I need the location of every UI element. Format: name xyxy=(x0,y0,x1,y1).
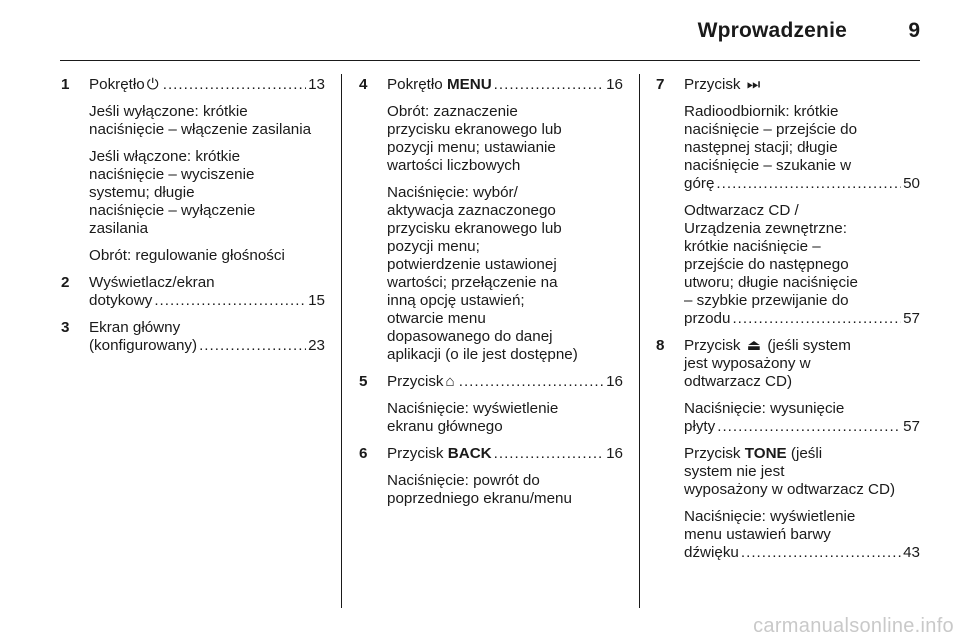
text-line: Naciśnięcie: wyświetlenie xyxy=(387,400,559,417)
text-line: naciśnięcie – wyłączenie xyxy=(89,202,256,219)
entry-number: 1 xyxy=(61,76,70,93)
page-ref: 16 xyxy=(606,76,623,93)
entry-5 xyxy=(359,373,623,436)
text-line: wartości liczbowych xyxy=(387,157,521,174)
entry-number: 2 xyxy=(61,274,70,291)
dot-leader xyxy=(732,310,901,328)
text-line: Naciśnięcie: wyświetlenie xyxy=(684,508,856,525)
dot-leader xyxy=(494,76,604,94)
text-line: następnej stacji; długie xyxy=(684,139,838,156)
entry-title: Pokrętło xyxy=(89,76,145,93)
text-line: naciśnięcie – szukanie w xyxy=(684,157,852,174)
entry-title: Wyświetlacz/ekran xyxy=(89,274,215,291)
menu-key-label: MENU xyxy=(446,76,492,93)
text-line: przycisku ekranowego lub xyxy=(387,121,562,138)
text-line: ekranu głównego xyxy=(387,418,503,435)
page-ref: 16 xyxy=(606,445,623,462)
text-line: przycisku ekranowego lub xyxy=(387,220,562,237)
text-line: naciśnięcie – włączenie zasilania xyxy=(89,121,312,138)
entry-title: Przycisk xyxy=(684,76,741,93)
home-icon: ⌂ xyxy=(445,373,455,390)
text-line: odtwarzacz CD) xyxy=(684,373,793,390)
text-line: Naciśnięcie: wybór/ xyxy=(387,184,518,201)
entry-4 xyxy=(359,76,623,364)
skip-forward-icon: ⏭ xyxy=(746,76,761,93)
page-number: 9 xyxy=(908,19,920,42)
header-rule xyxy=(60,60,920,61)
text-line: naciśnięcie – wyciszenie xyxy=(89,166,255,183)
text-line: systemu; długie xyxy=(89,184,195,201)
column-1 xyxy=(61,76,325,355)
entry-title: (jeśli system xyxy=(767,337,851,354)
text-line: dźwięku xyxy=(684,544,739,561)
entry-number: 3 xyxy=(61,319,70,336)
text-line: krótkie naciśnięcie – xyxy=(684,238,821,255)
text-line: system nie jest xyxy=(684,463,785,480)
text-line: pozycji menu; xyxy=(387,238,480,255)
text-line: pozycji menu; ustawianie xyxy=(387,139,556,156)
column-divider-2 xyxy=(639,74,640,608)
page-ref: 15 xyxy=(308,292,325,309)
text-line: płyty xyxy=(684,418,716,435)
entry-number: 5 xyxy=(359,373,368,390)
entry-number: 8 xyxy=(656,337,665,354)
text-line: przodu xyxy=(684,310,731,327)
entry-title: (konfigurowany) xyxy=(89,337,198,354)
dot-leader xyxy=(459,373,604,391)
entry-title: dotykowy xyxy=(89,292,153,309)
text-line: Obrót: regulowanie głośności xyxy=(89,247,285,264)
page-ref: 57 xyxy=(903,310,920,327)
entry-title: Pokrętło xyxy=(387,76,443,93)
entry-title: Przycisk xyxy=(387,445,444,462)
tone-key-label: TONE xyxy=(744,445,787,462)
text-line: otwarcie menu xyxy=(387,310,486,327)
entry-8 xyxy=(656,337,920,562)
text-line: wyposażony w odtwarzacz CD) xyxy=(684,481,896,498)
text-line: Radioodbiornik: krótkie xyxy=(684,103,839,120)
text-line: Jeśli włączone: krótkie xyxy=(89,148,241,165)
dot-leader xyxy=(199,337,306,355)
dot-leader xyxy=(494,445,604,463)
header-title: Wprowadzenie xyxy=(697,19,847,42)
page-ref: 43 xyxy=(903,544,920,561)
text-line: naciśnięcie – przejście do xyxy=(684,121,858,138)
text-line: poprzedniego ekranu/menu xyxy=(387,490,572,507)
entry-number: 6 xyxy=(359,445,368,462)
text-line: zasilania xyxy=(89,220,149,237)
text-line: Naciśnięcie: wysunięcie xyxy=(684,400,845,417)
entry-title: Przycisk xyxy=(684,337,741,354)
watermark: carmanualsonline.info xyxy=(753,615,954,637)
column-divider-1 xyxy=(341,74,342,608)
text-line: górę xyxy=(684,175,715,192)
back-key-label: BACK xyxy=(447,445,492,462)
entry-number: 4 xyxy=(359,76,368,93)
text-line: inną opcję ustawień; xyxy=(387,292,525,309)
page-ref: 13 xyxy=(308,76,325,93)
power-icon: ⏻ xyxy=(146,76,159,93)
text-line: utworu; długie naciśnięcie xyxy=(684,274,858,291)
eject-icon: ⏏ xyxy=(746,337,762,354)
entry-2 xyxy=(61,274,325,310)
text-line: jest wyposażony w xyxy=(684,355,811,372)
text-line: Urządzenia zewnętrzne: xyxy=(684,220,847,237)
entry-number: 7 xyxy=(656,76,665,93)
text-line: potwierdzenie ustawionej xyxy=(387,256,557,273)
dot-leader xyxy=(163,76,306,94)
text-line: Przycisk xyxy=(684,445,741,462)
entry-title: Ekran główny xyxy=(89,319,181,336)
page-ref: 16 xyxy=(606,373,623,390)
text-line: dopasowanego do danej xyxy=(387,328,553,345)
text-line: przejście do następnego xyxy=(684,256,849,273)
text-line: aplikacji (o ile jest dostępne) xyxy=(387,346,578,363)
dot-leader xyxy=(717,418,901,436)
text-line: (jeśli xyxy=(790,445,823,462)
entry-1 xyxy=(61,76,325,265)
column-2 xyxy=(359,76,623,508)
dot-leader xyxy=(716,175,901,193)
entry-6 xyxy=(359,445,623,508)
text-line: menu ustawień barwy xyxy=(684,526,831,543)
text-line: Naciśnięcie: powrót do xyxy=(387,472,540,489)
text-line: wartości; przełączenie na xyxy=(387,274,558,291)
text-line: aktywacja zaznaczonego xyxy=(387,202,556,219)
page-ref: 57 xyxy=(903,418,920,435)
text-line: Obrót: zaznaczenie xyxy=(387,103,518,120)
entry-7 xyxy=(656,76,920,328)
text-line: – szybkie przewijanie do xyxy=(684,292,849,309)
text-line: Jeśli wyłączone: krótkie xyxy=(89,103,248,120)
column-3 xyxy=(656,76,920,562)
text-line: Odtwarzacz CD / xyxy=(684,202,799,219)
page-ref: 23 xyxy=(308,337,325,354)
dot-leader xyxy=(154,292,306,310)
entry-3 xyxy=(61,319,325,355)
entry-title: Przycisk xyxy=(387,373,444,390)
page-ref: 50 xyxy=(903,175,920,192)
dot-leader xyxy=(741,544,901,562)
